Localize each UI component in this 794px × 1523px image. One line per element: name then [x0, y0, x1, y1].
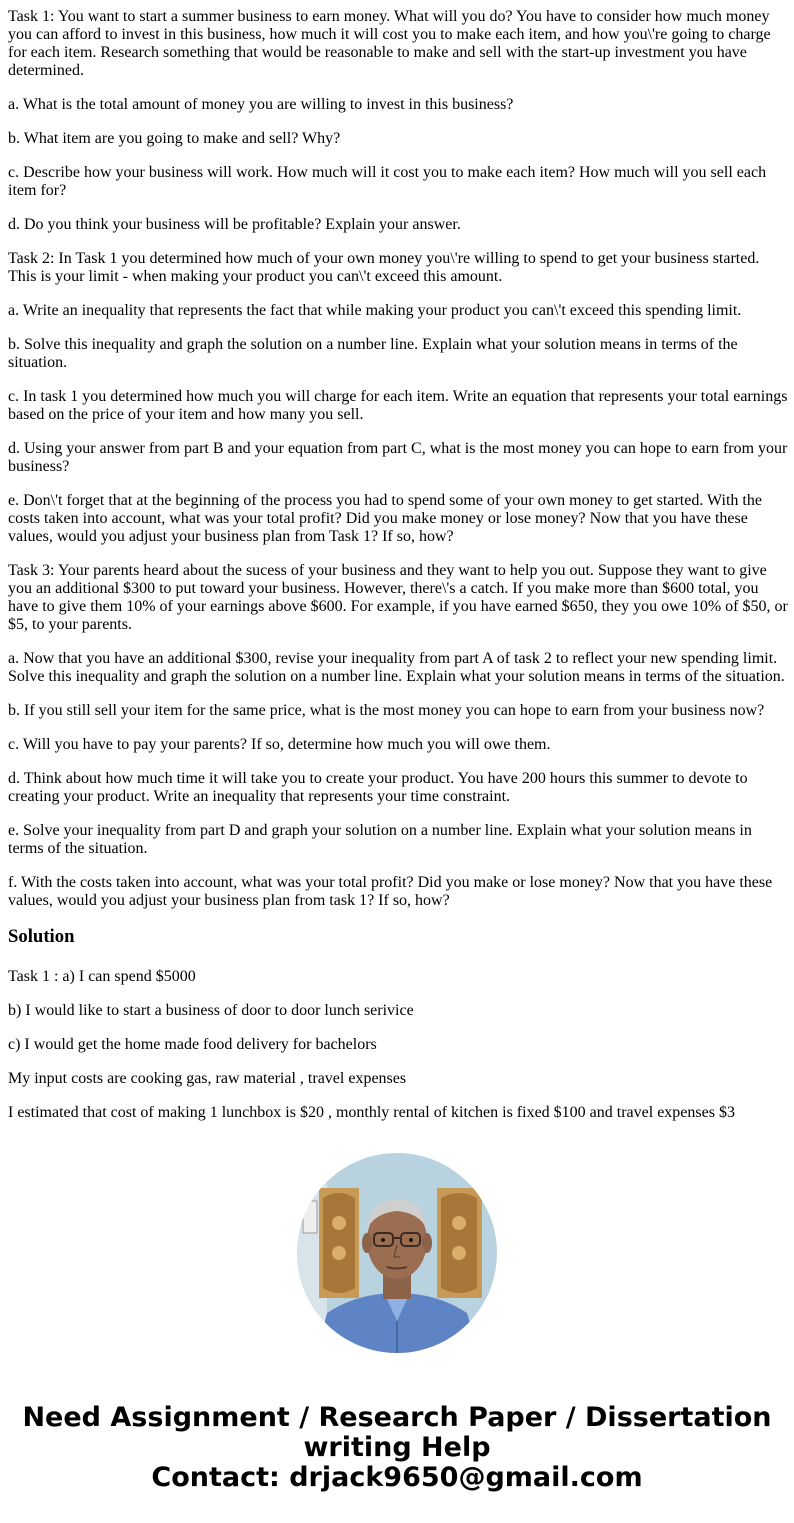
solution-line: b) I would like to start a business of door to door lunch serivice	[8, 1002, 414, 1019]
task3-intro: Task 3: Your parents heard about the sucess of your business and they want to help you out. Suppose they want to give you an additional $300 to put toward your business. However, there\'s a catch. If you make more than $600 total, you have to give them 10% of your earnings above $600. For example, if you have earned $650, they you owe 10% of $50, or $5, to your parents.	[8, 562, 788, 633]
avatar	[297, 1153, 497, 1353]
solution-line: Task 1 : a) I can spend $5000	[8, 968, 196, 985]
task3-question-e: e. Solve your inequality from part D and graph your solution on a number line. Explain what your solution means in terms of the situation.	[8, 822, 752, 857]
task2-question-b: b. Solve this inequality and graph the solution on a number line. Explain what your solution means in terms of the situation.	[8, 336, 738, 371]
solution-line: My input costs are cooking gas, raw material , travel expenses	[8, 1070, 407, 1087]
task3-question-b: b. If you still sell your item for the same price, what is the most money you can hope to earn from your business now?	[8, 702, 765, 719]
task1-intro: Task 1: You want to start a summer business to earn money. What will you do? You have to consider how much money you can afford to invest in this business, how much it will cost you to make each item, and how you\'re going to charge for each item. Research something that would be reasonable to make and sell with the start-up investment you have determined.	[8, 8, 771, 79]
footer-contact: Contact: drjack9650@gmail.com	[151, 1462, 643, 1493]
task3-question-f: f. With the costs taken into account, what was your total profit? Did you make or lose money? Now that you have these values, would you adjust your business plan from task 1? If so, how?	[8, 874, 773, 909]
task2-question-d: d. Using your answer from part B and your equation from part C, what is the most money you can hope to earn from your business?	[8, 440, 788, 475]
task3-question-a: a. Now that you have an additional $300, revise your inequality from part A of task 2 to reflect your new spending limit. Solve this inequality and graph the solution on a number line. Explain what your solution means in terms of the situation.	[8, 650, 785, 685]
task1-question-a: a. What is the total amount of money you are willing to invest in this business?	[8, 96, 514, 113]
person-photo-icon	[297, 1153, 497, 1353]
footer-banner	[0, 1403, 794, 1493]
task3-question-d: d. Think about how much time it will take you to create your product. You have 200 hours this summer to devote to creating your product. Write an inequality that represents your time constraint.	[8, 770, 748, 805]
task1-question-c: c. Describe how your business will work. How much will it cost you to make each item? How much will you sell each item for?	[8, 164, 767, 199]
task2-question-c: c. In task 1 you determined how much you will charge for each item. Write an equation that represents your total earnings based on the price of your item and how many you sell.	[8, 388, 788, 423]
solution-line: c) I would get the home made food delivery for bachelors	[8, 1036, 377, 1053]
task1-question-b: b. What item are you going to make and sell? Why?	[8, 130, 341, 147]
task2-question-a: a. Write an inequality that represents the fact that while making your product you can\'t exceed this spending limit.	[8, 302, 742, 319]
footer-line: writing Help	[303, 1432, 491, 1463]
task2-question-e: e. Don\'t forget that at the beginning of the process you had to spend some of your own money to get started. With the costs taken into account, what was your total profit? Did you make money or lose money? Now that you have these values, would you adjust your business plan from Task 1? If so, how?	[8, 492, 762, 545]
solution-heading: Solution	[8, 926, 75, 947]
footer-line: Need Assignment / Research Paper / Dissertation	[22, 1402, 772, 1433]
task1-question-d: d. Do you think your business will be profitable? Explain your answer.	[8, 216, 461, 233]
task2-intro: Task 2: In Task 1 you determined how much of your own money you\'re willing to spend to get your business started. This is your limit - when making your product you can\'t exceed this amount.	[8, 250, 760, 285]
document-body	[8, 8, 788, 1138]
solution-line: I estimated that cost of making 1 lunchbox is $20 , monthly rental of kitchen is fixed $100 and travel expenses $3	[8, 1104, 735, 1121]
task3-question-c: c. Will you have to pay your parents? If so, determine how much you will owe them.	[8, 736, 551, 753]
